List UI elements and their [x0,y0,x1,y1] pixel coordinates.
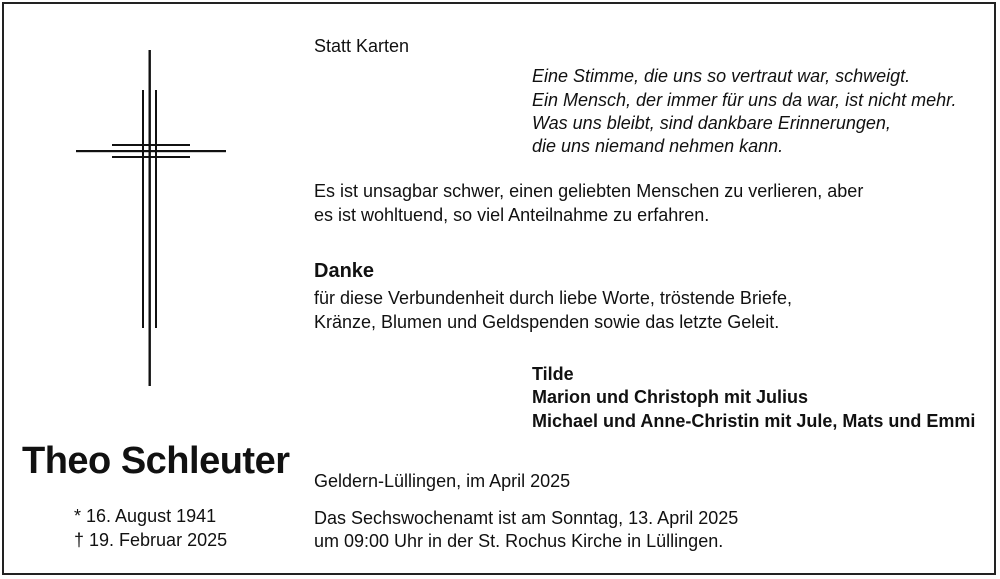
thanks-line-2: Kränze, Blumen und Geldspenden sowie das letzte Geleit. [314,312,780,332]
family-line-3: Michael und Anne-Christin mit Jule, Mats und Emmi [532,411,976,431]
thanks-line-1: für diese Verbundenheit durch liebe Worte, tröstende Briefe, [314,288,792,308]
intro-line-1: Es ist unsagbar schwer, einen geliebten Menschen zu verlieren, aber [314,181,864,201]
intro-line-2: es ist wohltuend, so viel Anteilnahme zu erfahren. [314,205,710,225]
poem-line-3: Was uns bleibt, sind dankbare Erinnerungen, [532,113,891,133]
family-line-1: Tilde [532,364,574,384]
poem-line-2: Ein Mensch, der immer für uns da war, ist nicht mehr. [532,90,957,110]
place-date: Geldern-Lüllingen, im April 2025 [314,471,571,491]
deceased-name: Theo Schleuter [22,440,290,482]
service-line-1: Das Sechswochenamt ist am Sonntag, 13. April 2025 [314,508,739,528]
christian-cross-icon [76,50,226,386]
death-date: † 19. Februar 2025 [74,530,228,550]
thanks-heading: Danke [314,260,375,282]
service-line-2: um 09:00 Uhr in der St. Rochus Kirche in Lüllingen. [314,531,724,551]
poem-line-4: die uns niemand nehmen kann. [532,136,784,156]
family-line-2: Marion und Christoph mit Julius [532,387,808,407]
poem-line-1: Eine Stimme, die uns so vertraut war, schweigt. [532,66,911,86]
statt-karten-label: Statt Karten [314,36,410,56]
birth-date: * 16. August 1941 [74,506,217,526]
